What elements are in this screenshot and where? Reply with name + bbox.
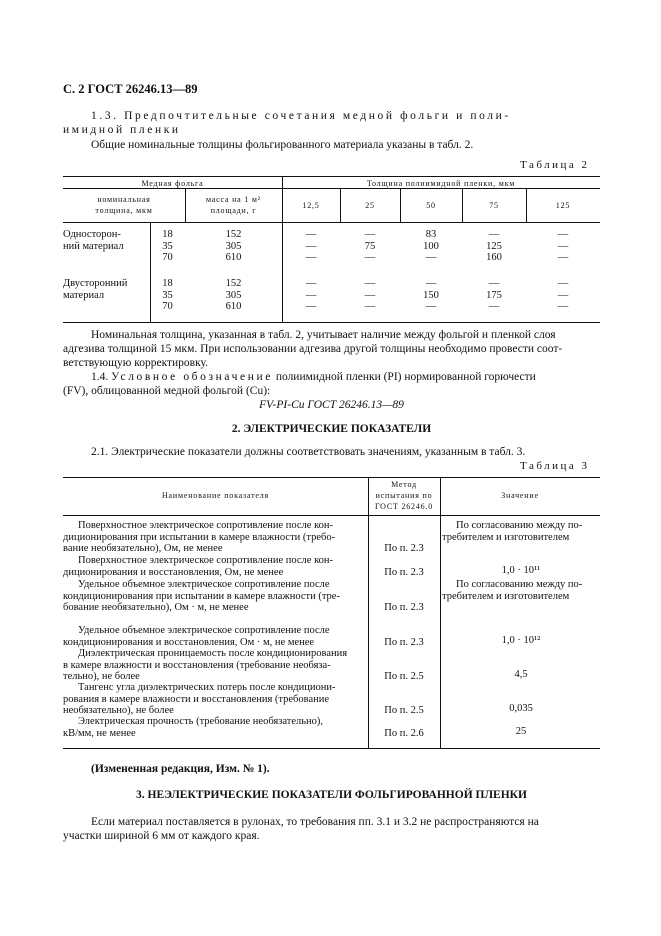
page-header: С. 2 ГОСТ 26246.13—89: [63, 82, 198, 96]
table2-cell-value: —: [364, 229, 376, 240]
table3-row-name-line: Тангенс угла диэлектрических потерь после кондициони-: [78, 682, 336, 693]
section-1-4-text: полиимидной пленки (PI) нормированной горючести: [275, 371, 536, 383]
table3-caption: Таблица 3: [520, 460, 590, 472]
table3-row-name-line: Поверхностное электрическое сопротивление после кон-: [78, 520, 334, 531]
table2-cell-value: —: [488, 229, 500, 240]
table3-row-name-line: в камере влажности и восстановления (требование необяза-: [63, 659, 331, 671]
table3-row-method: По п. 2.5: [384, 705, 424, 716]
table3-row-name-line: тельно), не более: [63, 671, 140, 682]
table3-row-value: 1,0 · 10¹¹: [501, 564, 541, 576]
table3-row-method: По п. 2.3: [384, 543, 424, 554]
table2-cell-nom: 35: [162, 240, 173, 252]
table2-cell-value: 75: [364, 240, 376, 252]
section-3-title: 3. НЕЭЛЕКТРИЧЕСКИЕ ПОКАЗАТЕЛИ ФОЛЬГИРОВАННОЙ ПЛЕНКИ: [136, 789, 527, 801]
table2-cell-value: —: [557, 278, 569, 289]
table3-row-method: По п. 2.3: [384, 566, 424, 578]
table2-cell-mass: 305: [225, 289, 242, 301]
table2-cell-value: —: [305, 240, 317, 252]
table2-film-col: 125: [555, 201, 571, 210]
table3-row-method: По п. 2.3: [384, 602, 424, 613]
table2-cell-value: —: [557, 252, 569, 263]
note-line: ветствующую корректировку.: [63, 357, 209, 369]
amendment-note: (Измененная редакция, Изм. № 1).: [91, 763, 270, 775]
table2-cell-value: 175: [486, 289, 502, 301]
table3-row-value: требителем и изготовителем: [442, 590, 570, 602]
table3-row-method: По п. 2.5: [384, 671, 424, 682]
table3-row-name-line: диционирования и восстановления, Ом, не менее: [63, 566, 284, 578]
table2-group-label: ний материал: [63, 241, 124, 252]
table2-col-mass-2: площади, г: [210, 206, 257, 215]
section-1-4-line2: (FV), облицованной медной фольгой (Cu):: [63, 385, 271, 397]
table3-col-name: Наименование показателя: [161, 491, 270, 500]
table3-row-name-line: Удельное объемное электрическое сопротивление после: [78, 625, 330, 636]
table2-cell-value: 83: [425, 229, 437, 240]
table2-cell-nom: 35: [162, 289, 173, 301]
table3-row-value: 25: [515, 725, 527, 737]
section-3-line1: Если материал поставляется в рулонах, то требования пп. 3.1 и 3.2 не распространяются на: [91, 816, 539, 828]
table2-group-foil: Медная фольга: [141, 179, 204, 188]
table3-row-value: По согласованию между по-: [456, 579, 583, 590]
table2-cell-value: 100: [423, 240, 439, 252]
table2-group-label: Двусторонний: [63, 278, 128, 289]
table2-film-col: 12,5: [302, 201, 320, 210]
section-1-3-title-line1: 1.3. Предпочтительные сочетания медной фольги и поли-: [91, 110, 511, 122]
table3-col-method-1: Метод: [391, 480, 417, 489]
table2-cell-value: —: [364, 301, 376, 312]
table2-cell-value: —: [364, 278, 376, 289]
table2-cell-value: —: [305, 301, 317, 312]
designation-formula: FV-PI-Cu ГОСТ 26246.13—89: [259, 399, 404, 411]
table3-row-name-line: кондиционирования и восстановления, Ом · м, не менее: [63, 636, 315, 648]
table2-cell-value: —: [425, 278, 437, 289]
table3-row-name-line: кондиционирования при испытании в камере влажности (тре-: [63, 590, 340, 602]
table3-row-value: 1,0 · 10¹²: [501, 634, 541, 646]
table3-row-name-line: кВ/мм, не менее: [63, 727, 136, 739]
table3-row-name-line: Диэлектрическая проницаемость после кондиционирования: [78, 648, 348, 659]
table3-row-value: требителем и изготовителем: [442, 531, 570, 543]
table2-cell-value: —: [305, 278, 317, 289]
table2-col-mass-1: масса на 1 м²: [205, 195, 261, 204]
table2-cell-nom: 18: [162, 278, 173, 289]
table2-film-col: 75: [489, 201, 499, 210]
table3-row-name-line: диционирования при испытании в камере влажности (требо-: [63, 531, 336, 543]
table2-cell-mass: 305: [225, 240, 242, 252]
table2-cell-value: —: [364, 252, 376, 263]
table2-cell-mass: 610: [225, 301, 242, 312]
table3-row-name-line: Поверхностное электрическое сопротивление после кон-: [78, 555, 334, 566]
table2-cell-value: 150: [423, 289, 439, 301]
table2-col-nom-1: номинальная: [97, 195, 151, 204]
table2-cell-value: 125: [486, 240, 502, 252]
table2-cell-value: —: [364, 289, 376, 301]
section-1-3-title-line2: имидной пленки: [63, 124, 181, 136]
table3-row-value: 4,5: [514, 669, 528, 680]
table2-cell-value: —: [557, 301, 569, 312]
table3-row-name-line: рования в камере влажности и восстановления (требование: [63, 693, 330, 705]
table2-cell-value: —: [305, 289, 317, 301]
table2-col-nom-2: толщина, мкм: [95, 206, 153, 215]
section-2-title: 2. ЭЛЕКТРИЧЕСКИЕ ПОКАЗАТЕЛИ: [231, 423, 432, 435]
table2-cell-value: —: [425, 301, 437, 312]
table3-row-name-line: необязательно), не более: [63, 705, 174, 716]
table2-cell-mass: 152: [225, 229, 242, 240]
table3-row-name-line: Удельное объемное электрическое сопротивление после: [78, 579, 330, 590]
table2-cell-mass: 152: [225, 278, 242, 289]
table3-row-name-line: вание необязательно), Ом, не менее: [63, 543, 223, 554]
section-1-4-term: Условное обозначение: [111, 371, 273, 383]
table2-film-col: 25: [365, 201, 375, 210]
table2-group-label: Односторон-: [63, 229, 121, 240]
table2-cell-nom: 70: [162, 252, 173, 263]
table2-group-label: материал: [63, 290, 105, 301]
table2-cell-value: —: [305, 229, 317, 240]
table2-cell-nom: 18: [162, 229, 173, 240]
table3-row-value: 0,035: [509, 703, 533, 714]
table3-row-value: По согласованию между по-: [456, 520, 583, 531]
table2-film-col: 50: [426, 201, 436, 210]
table3-row-name-line: бование необязательно), Ом · м, не менее: [63, 602, 249, 613]
table2-cell-nom: 70: [162, 301, 173, 312]
table2-cell-value: —: [488, 301, 500, 312]
table2-cell-value: —: [425, 252, 437, 263]
table3-row-method: По п. 2.3: [384, 636, 424, 648]
section-1-4-number: 1.4.: [91, 371, 109, 383]
table2-cell-value: 160: [486, 252, 502, 263]
section-3-line2: участки шириной 6 мм от каждого края.: [63, 830, 260, 842]
section-1-4-line1: [91, 371, 536, 384]
table2-cell-value: —: [557, 240, 569, 252]
note-line: Номинальная толщина, указанная в табл. 2, учитывает наличие между фольгой и пленкой слоя: [91, 329, 556, 341]
table2-intro: Общие номинальные толщины фольгированного материала указаны в табл. 2.: [91, 139, 474, 151]
table2-caption: Таблица 2: [520, 159, 590, 171]
table2-cell-value: —: [488, 278, 500, 289]
table2-cell-value: —: [557, 229, 569, 240]
table3-row-method: По п. 2.6: [384, 727, 424, 739]
table3-col-method-2: испытания по: [375, 491, 433, 500]
table3-col-value: Значение: [501, 491, 539, 500]
table3-row-name-line: Электрическая прочность (требование необязательно),: [78, 716, 324, 727]
table2-cell-mass: 610: [225, 252, 242, 263]
section-2-intro: 2.1. Электрические показатели должны соответствовать значениям, указанным в табл. 3.: [91, 446, 526, 458]
table3-col-method-3: ГОСТ 26246.0: [374, 502, 434, 511]
table2-cell-value: —: [305, 252, 317, 263]
table2-cell-value: —: [557, 289, 569, 301]
table2-group-film: Толщина полиимидной пленки, мкм: [366, 179, 516, 188]
note-line: адгезива толщиной 15 мкм. При использовании адгезива другой толщины необходимо провести соот-: [63, 343, 563, 355]
